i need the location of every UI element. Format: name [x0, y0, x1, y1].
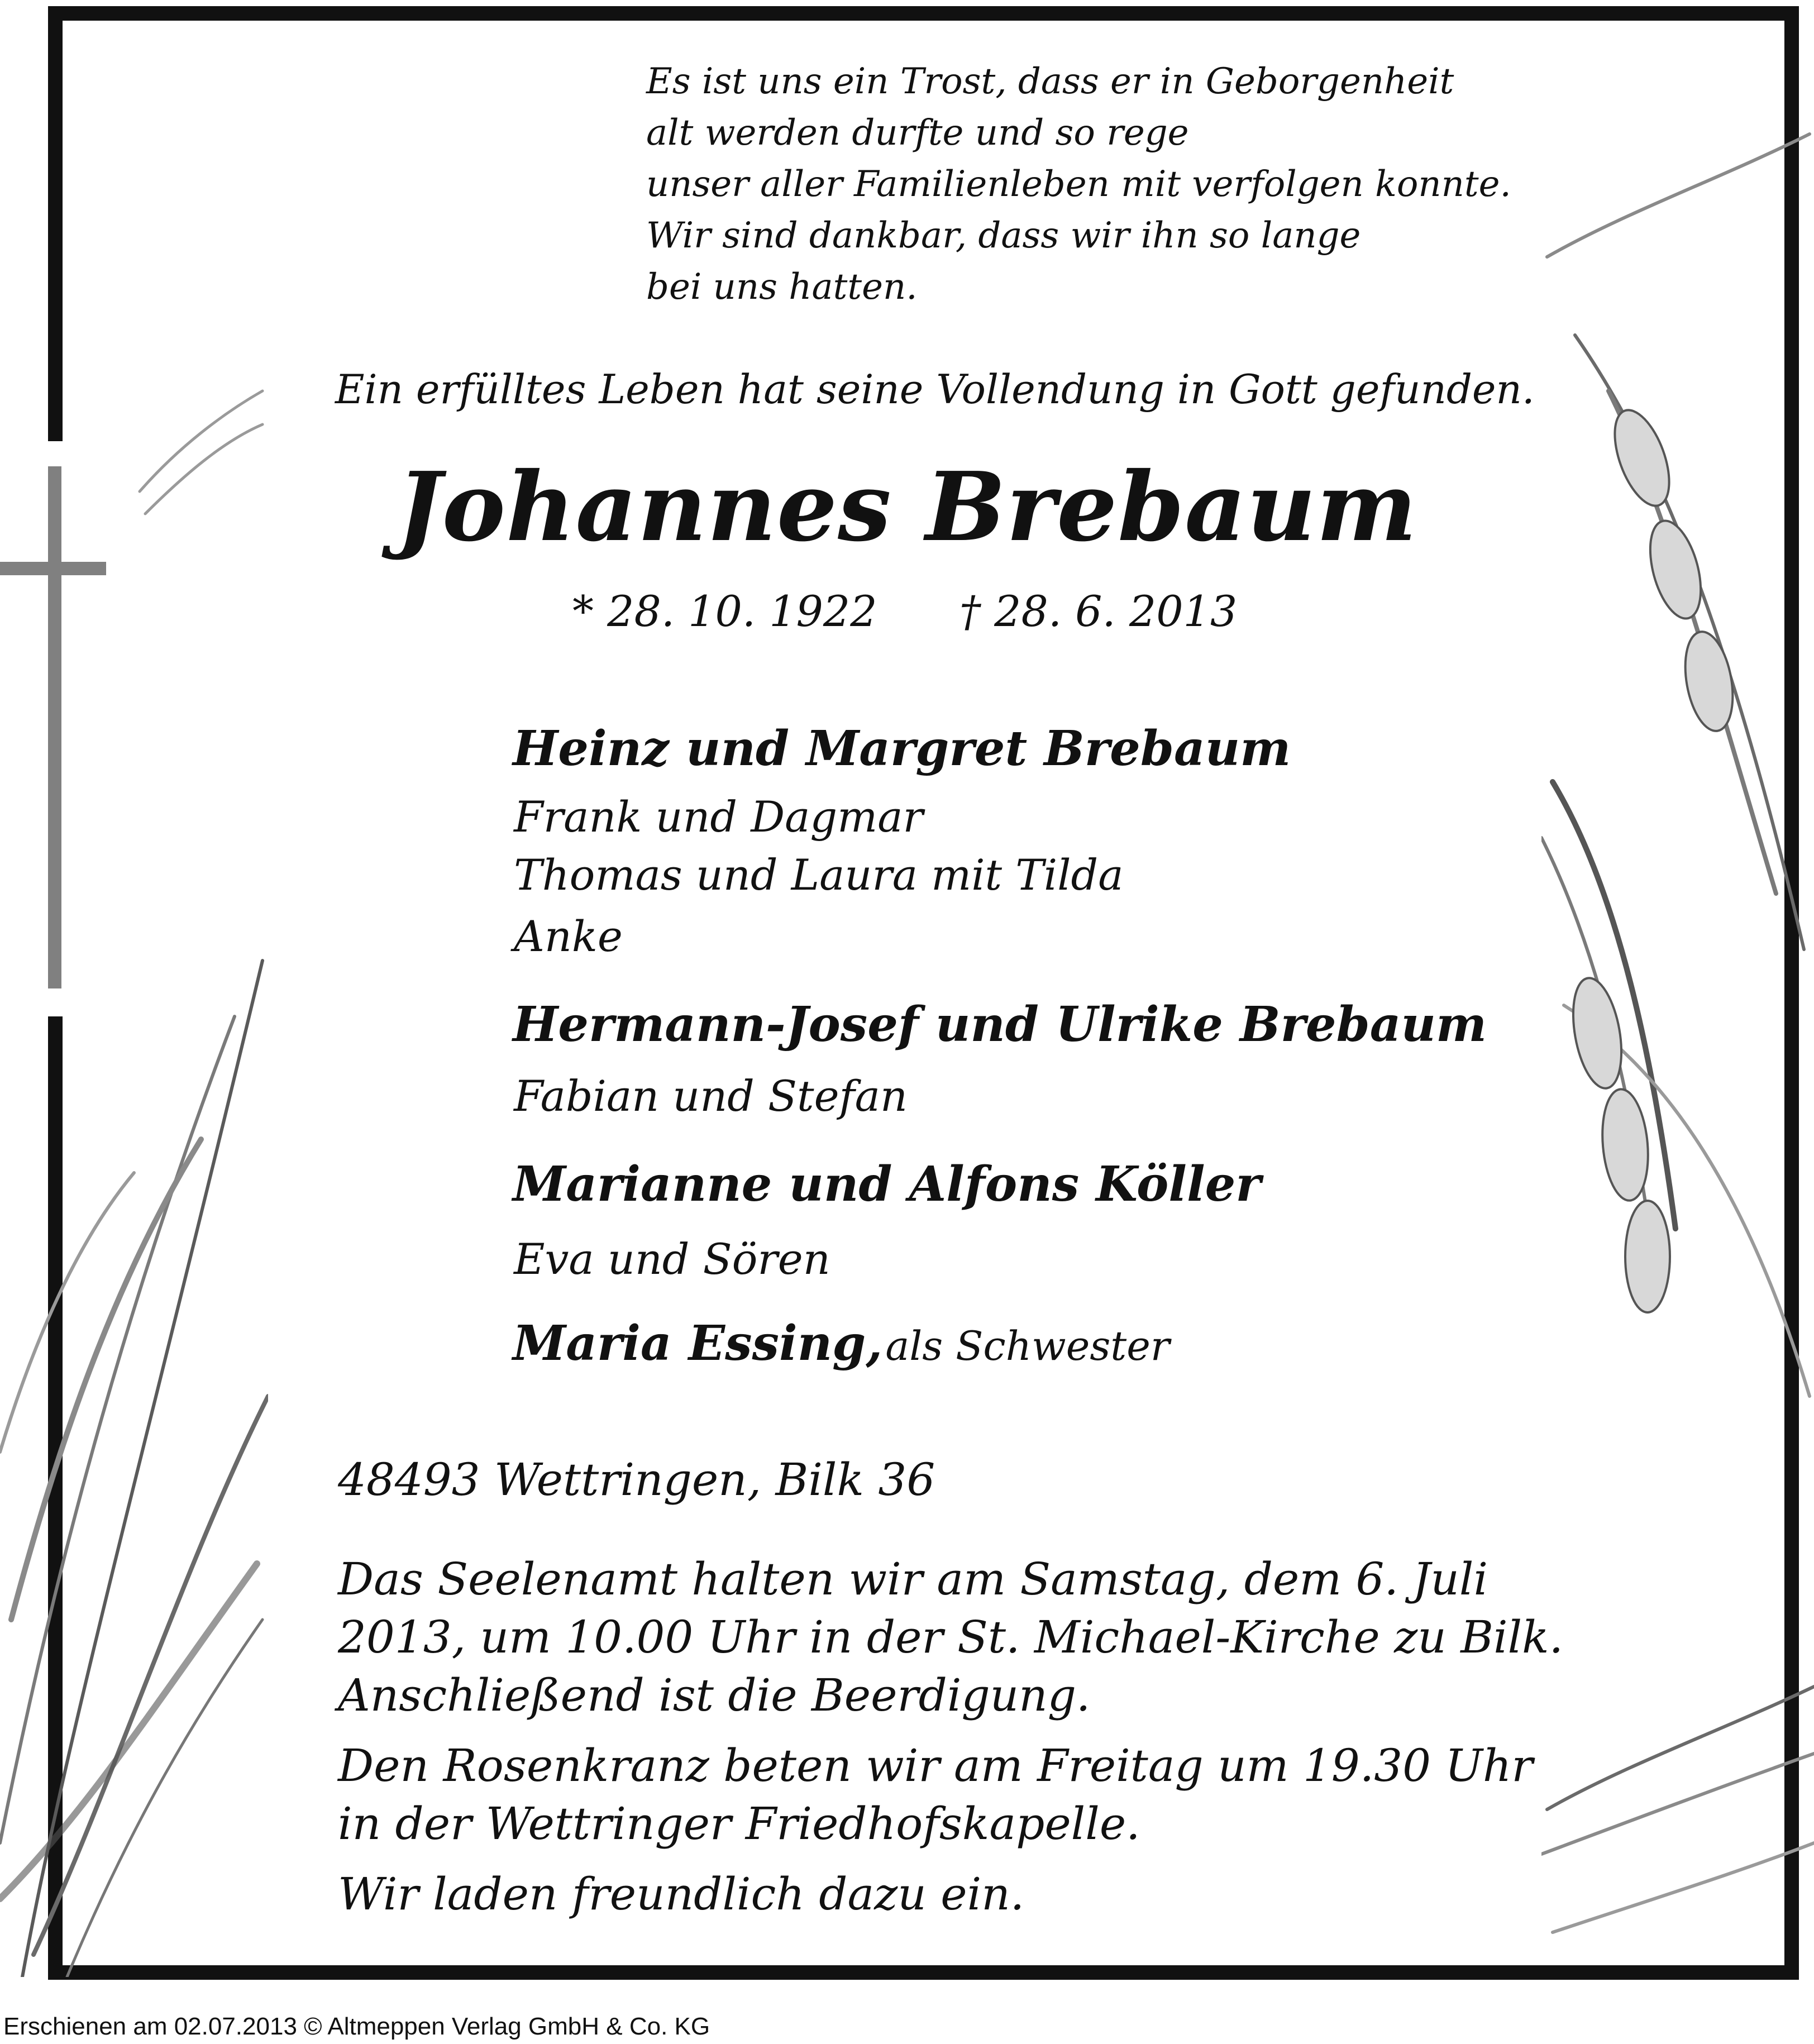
address: 48493 Wettringen, Bilk 36	[338, 1454, 935, 1506]
service-block	[338, 1550, 1563, 1725]
family-head: Heinz und Margret Brebaum	[513, 720, 1291, 777]
family-head: Hermann-Josef und Ulrike Brebaum	[513, 996, 1487, 1053]
family-member: Eva und Sören	[514, 1234, 830, 1284]
motto: Ein erfülltes Leben hat seine Vollendung in Gott gefunden.	[335, 366, 1535, 413]
quote-line: Es ist uns ein Trost, dass er in Geborgenheit	[646, 61, 1454, 102]
quote-line: unser aller Familienleben mit verfolgen konnte.	[646, 164, 1511, 205]
service-line: Anschließend ist die Beerdigung.	[338, 1669, 1091, 1721]
birth-date: * 28. 10. 1922	[572, 586, 877, 636]
death-date: † 28. 6. 2013	[959, 586, 1238, 636]
family-suffix: als Schwester	[885, 1322, 1170, 1369]
quote-line: Wir sind dankbar, dass wir ihn so lange	[646, 215, 1361, 256]
rosary-line: in der Wettringer Friedhofskapelle.	[338, 1798, 1140, 1850]
family-member: Thomas und Laura mit Tilda	[514, 850, 1124, 900]
service-line: Das Seelenamt halten wir am Samstag, dem 6. Juli	[338, 1553, 1488, 1605]
quote-block	[646, 56, 1511, 313]
quote-line: alt werden durfte und so rege	[646, 112, 1189, 154]
service-line: 2013, um 10.00 Uhr in der St. Michael-Kirche zu Bilk.	[338, 1611, 1564, 1663]
quote-line: bei uns hatten.	[646, 266, 918, 308]
publication-footer: Erschienen am 02.07.2013 © Altmeppen Verlag GmbH & Co. KG	[3, 2013, 710, 2040]
family-member: Fabian und Stefan	[514, 1071, 908, 1121]
cross-icon-bar	[0, 562, 106, 575]
family-member: Anke	[514, 911, 623, 961]
deceased-name: Johannes Brebaum	[397, 451, 1417, 563]
invitation: Wir laden freundlich dazu ein.	[338, 1868, 1025, 1920]
family-member: Frank und Dagmar	[514, 792, 923, 842]
family-head: Maria Essing,	[513, 1315, 883, 1372]
rosary-block	[338, 1737, 1533, 1853]
family-sister	[513, 1315, 1169, 1372]
rosary-line: Den Rosenkranz beten wir am Freitag um 19.30 Uhr	[338, 1740, 1533, 1792]
family-head: Marianne und Alfons Köller	[513, 1156, 1261, 1212]
